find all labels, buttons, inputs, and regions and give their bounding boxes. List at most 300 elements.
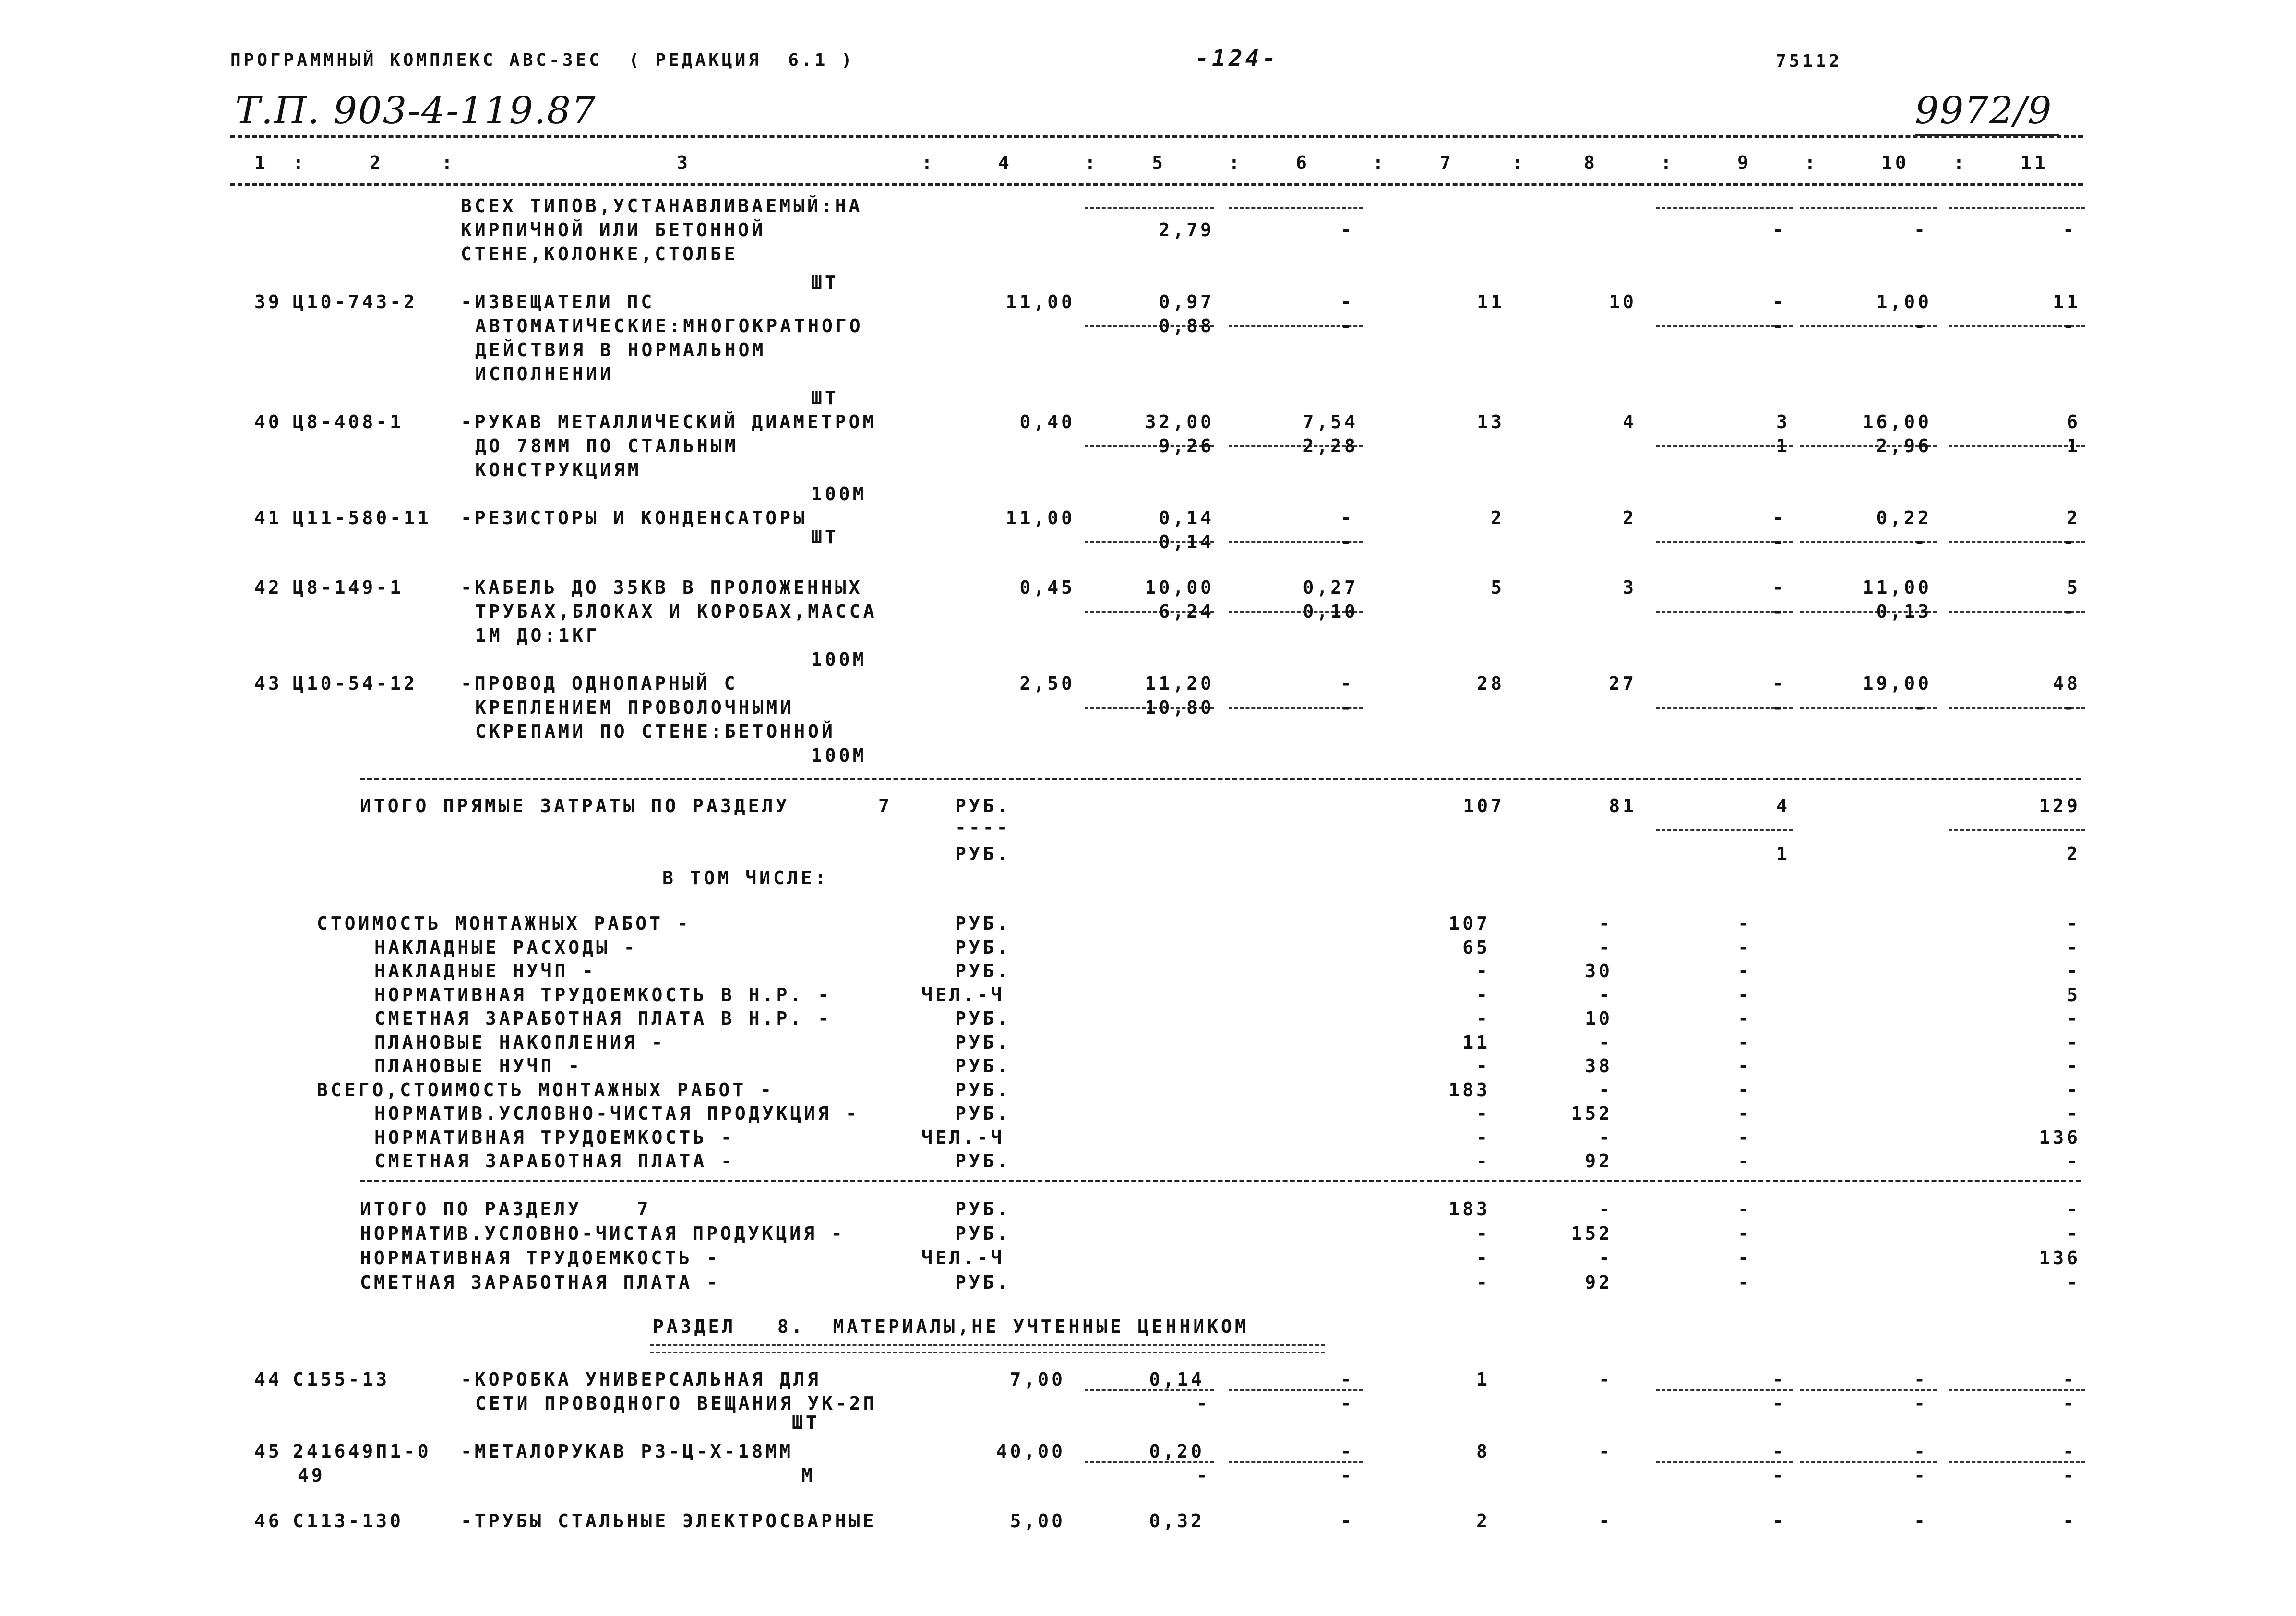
cell-c8: - [1599,1079,1613,1101]
section-title-underline [650,1344,1325,1353]
subtotal-separator [1656,1389,1793,1391]
item-description: ДЕЙСТВИЯ В НОРМАЛЬНОМ [475,339,766,360]
direct-total-unit: РУБ. [955,843,1011,864]
total-row-label: НАКЛАДНЫЕ РАСХОДЫ - [374,936,638,958]
total-row-unit: РУБ. [955,1103,1011,1124]
cell-c11: - [2067,1079,2081,1101]
cell-c10: 11,00 [1862,577,1932,598]
column-number: 5 [1152,152,1166,173]
item-number: 43 [254,673,282,694]
cell-c11: 11 [2053,291,2081,312]
cell-c7: 65 [1462,936,1490,958]
item-description: ДО 78ММ ПО СТАЛЬНЫМ [475,435,739,456]
cell-c4: 5,00 [1010,1510,1065,1532]
cell-c5-lower: 0,88 [1159,315,1214,336]
subtotal-separator [1949,829,2085,831]
dash-mark: - [1772,1393,1786,1414]
dash-mark: - [2063,219,2077,240]
cell-c7: 2 [1476,1510,1490,1532]
cell-c9: - [1738,1198,1752,1220]
dash-mark: - [1772,697,1786,718]
cell-c7: 107 [1463,795,1505,816]
item-description: -МЕТАЛОРУКАВ РЗ-Ц-Х-18ММ [461,1441,794,1462]
item-code: Ц11-580-11 [293,507,431,528]
dash-mark: - [1914,1510,1928,1532]
direct-total-label: ИТОГО ПРЯМЫЕ ЗАТРАТЫ ПО РАЗДЕЛУ [360,795,790,816]
cell-c11: - [2067,936,2081,958]
dash-mark: - [1772,291,1786,312]
column-number: 8 [1584,152,1598,173]
total-row-unit: РУБ. [955,1031,1011,1053]
subtotal-separator [1800,1389,1937,1391]
column-separator: : [1512,152,1526,173]
item-unit: ШТ [811,272,839,293]
item-code: С155-13 [293,1369,390,1390]
item-unit: ШТ [811,527,839,548]
cell-c5: 32,00 [1145,411,1214,432]
dash-mark: - [1196,1465,1210,1486]
cell-c4: 0,45 [1019,577,1075,598]
cell-c11: - [2067,960,2081,982]
cell-c7: 28 [1477,673,1505,694]
column-separator: : [1953,152,1967,173]
section-total-unit: РУБ. [955,1272,1011,1293]
dash-mark: - [1772,673,1786,694]
cell-c5-lower: 0,14 [1159,531,1214,552]
cell-c8: - [1599,1126,1613,1148]
total-row-label: СМЕТНАЯ ЗАРАБОТНАЯ ПЛАТА В Н.Р. - [374,1008,832,1029]
column-separator: : [1661,152,1674,173]
sheet-number: 9972/9 [1915,89,2053,132]
dash-mark: - [2063,531,2077,552]
cell-c7: - [1476,1055,1490,1077]
cell-c9: 4 [1776,795,1790,816]
cell-c11-lower: 1 [2067,435,2081,456]
dash-mark: - [2063,1441,2077,1462]
item-unit: 100М [811,649,867,670]
dash-mark: - [1772,1369,1786,1390]
subtotal-separator [1656,829,1793,831]
dash-mark: - [1599,1369,1613,1390]
cell-c11: 5 [2067,984,2081,1006]
cell-c9: - [1738,984,1752,1006]
cell-c8: - [1599,913,1613,934]
item-description: -КОРОБКА УНИВЕРСАЛЬНАЯ ДЛЯ [461,1369,821,1390]
dash-mark: - [2063,601,2077,622]
cell-c11: 136 [2039,1247,2081,1269]
dash-mark: - [1340,697,1354,718]
cell-c11: - [2067,1031,2081,1053]
subtotal-separator [1085,207,1214,209]
dash-mark: - [2063,315,2077,336]
total-row-label: НОРМАТИВНАЯ ТРУДОЕМКОСТЬ В Н.Р. - [374,984,832,1006]
dash-mark: - [1340,315,1354,336]
total-row-label: НАКЛАДНЫЕ НУЧП - [374,960,597,982]
item-unit: 100М [811,745,867,766]
subtotal-separator [1800,1461,1937,1463]
dash-mark: - [2063,1510,2077,1532]
subtotal-separator [1229,1389,1363,1391]
section-total-unit: РУБ. [955,1223,1011,1244]
section-total-label: НОРМАТИВ.УСЛОВНО-ЧИСТАЯ ПРОДУКЦИЯ - [360,1223,845,1244]
cell-c7: - [1476,1150,1490,1172]
cell-c5: 11,20 [1145,673,1214,694]
item-number: 44 [254,1369,282,1390]
cell-c5-lower: 2,79 [1159,219,1214,240]
column-number: 7 [1440,152,1454,173]
cell-c11: - [2067,1223,2081,1244]
item-description: ВСЕХ ТИПОВ,УСТАНАВЛИВАЕМЫЙ:НА [461,195,863,216]
program-title: ПРОГРАММНЫЙ КОМПЛЕКС АВС-3ЕС ( РЕДАКЦИЯ 6.1 ) [230,50,855,70]
page-number: -124- [1195,45,1279,72]
total-row-label: НОРМАТИВ.УСЛОВНО-ЧИСТАЯ ПРОДУКЦИЯ - [374,1103,860,1124]
column-separator: : [1805,152,1818,173]
item-description: ТРУБАХ,БЛОКАХ И КОРОБАХ,МАССА [475,601,877,622]
total-row-unit: ЧЕЛ.-Ч [921,1126,1005,1148]
dash-mark: - [1772,219,1786,240]
cell-c9-lower: 1 [1776,843,1790,864]
cell-c7: 8 [1476,1441,1490,1462]
cell-c11: 5 [2067,577,2081,598]
section-title: РАЗДЕЛ 8. МАТЕРИАЛЫ,НЕ УЧТЕННЫЕ ЦЕННИКОМ [653,1316,1249,1337]
cell-c7: - [1476,1126,1490,1148]
cell-c9: - [1738,1079,1752,1101]
cell-c11: - [2067,1055,2081,1077]
cell-c8: 92 [1585,1150,1613,1172]
column-separator: : [442,152,455,173]
cell-c11: 48 [2053,673,2081,694]
cell-c9-lower: 1 [1776,435,1790,456]
cell-c4: 0,40 [1019,411,1075,432]
dash-mark: - [1599,1510,1613,1532]
dash-mark: - [1772,601,1786,622]
cell-c11: - [2067,1272,2081,1293]
project-number: Т.П. 903-4-119.87 [235,89,597,132]
item-unit: ШТ [792,1412,820,1433]
column-number: 3 [677,152,691,173]
cell-c7: - [1476,1272,1490,1293]
total-row-unit: РУБ. [955,1079,1011,1101]
dash-mark: - [1914,531,1928,552]
direct-total-unit: РУБ. [955,795,1011,816]
cell-c10-lower: 0,13 [1876,601,1932,622]
unit-separator: ---- [955,817,1011,838]
cell-c9: - [1738,1272,1752,1293]
section-total-label: ИТОГО ПО РАЗДЕЛУ 7 [360,1198,651,1220]
cell-c7: 1 [1476,1369,1490,1390]
subtotal-separator [1656,1461,1793,1463]
cell-c7: - [1476,1247,1490,1269]
subtotal-separator [1949,1389,2085,1391]
dash-mark: - [1599,1441,1613,1462]
section-total-label: НОРМАТИВНАЯ ТРУДОЕМКОСТЬ - [360,1247,720,1269]
cell-c7: 13 [1477,411,1505,432]
column-number: 10 [1881,152,1909,173]
item-number: 40 [254,411,282,432]
section-total-unit: ЧЕЛ.-Ч [921,1247,1005,1269]
cell-c6-lower: 2,28 [1303,435,1358,456]
subtotal-separator [1085,1389,1214,1391]
dash-mark: - [1772,577,1786,598]
item-unit: М [801,1465,815,1486]
cell-c4: 7,00 [1010,1369,1065,1390]
cell-c9: - [1738,1150,1752,1172]
cell-c9: - [1738,936,1752,958]
cell-c6: 7,54 [1303,411,1358,432]
cell-c8: 10 [1609,291,1637,312]
total-row-label: НОРМАТИВНАЯ ТРУДОЕМКОСТЬ - [374,1126,735,1148]
cell-c7: 183 [1448,1079,1490,1101]
column-separator: : [921,152,935,173]
dash-mark: - [1914,315,1928,336]
item-description: КОНСТРУКЦИЯМ [475,459,642,480]
total-row-unit: РУБ. [955,1150,1011,1172]
subtotal-separator [1949,445,2085,447]
dash-mark: - [1340,1465,1354,1486]
cell-c8: - [1599,1198,1613,1220]
cell-c8: 30 [1585,960,1613,982]
column-number: 11 [2021,152,2048,173]
header-rule-top [230,135,2083,138]
cell-c9: - [1738,1055,1752,1077]
dash-mark: - [1914,1465,1928,1486]
cell-c7: - [1476,1103,1490,1124]
dash-mark: - [2063,697,2077,718]
cell-c8: 4 [1623,411,1637,432]
item-description: КИРПИЧНОЙ ИЛИ БЕТОННОЙ [461,219,766,240]
cell-c7: 5 [1491,577,1505,598]
dash-mark: - [1914,219,1928,240]
subtotal-separator [1229,207,1363,209]
cell-c5-lower: 9,26 [1159,435,1214,456]
cell-c8: 27 [1609,673,1637,694]
cell-c8: 2 [1623,507,1637,528]
cell-c4: 11,00 [1005,291,1075,312]
item-description: -РУКАВ МЕТАЛЛИЧЕСКИЙ ДИАМЕТРОМ [461,411,877,432]
cell-c5: 0,14 [1159,507,1214,528]
cell-c5: 0,20 [1149,1441,1205,1462]
total-row-unit: РУБ. [955,1055,1011,1077]
cell-c7: - [1476,960,1490,982]
cell-c8: 81 [1609,795,1637,816]
dash-mark: - [1340,219,1354,240]
subtotal-separator [1949,207,2085,209]
section-total-rule [360,1180,2081,1182]
subtotal-separator [1656,445,1793,447]
column-separator: : [1229,152,1243,173]
cell-c10: 19,00 [1862,673,1932,694]
dash-mark: - [1340,1510,1354,1532]
column-separator: : [1085,152,1099,173]
cell-c9: - [1738,1008,1752,1029]
item-description: КРЕПЛЕНИЕМ ПРОВОЛОЧНЫМИ [475,697,794,718]
column-number: 4 [998,152,1012,173]
total-row-unit: РУБ. [955,1008,1011,1029]
item-code: Ц8-149-1 [293,577,404,598]
cell-c10: 0,22 [1876,507,1932,528]
item-description: -ИЗВЕЩАТЕЛИ ПС [461,291,655,312]
column-number: 9 [1737,152,1751,173]
cell-c9: - [1738,1247,1752,1269]
cell-c4: 11,00 [1005,507,1075,528]
item-code: Ц10-743-2 [293,291,418,312]
cell-c10: 16,00 [1862,411,1932,432]
cell-c7: 2 [1491,507,1505,528]
total-row-unit: РУБ. [955,960,1011,982]
dash-mark: - [1196,1393,1210,1414]
cell-c11: 136 [2039,1126,2081,1148]
cell-c11: - [2067,1150,2081,1172]
column-separator: : [293,152,307,173]
direct-total-section: 7 [878,795,892,816]
item-code: 241649П1-0 [293,1441,431,1462]
cell-c9: 3 [1776,411,1790,432]
subtotal-separator [1656,207,1793,209]
cell-c5: 0,97 [1159,291,1214,312]
item-description: СЕТИ ПРОВОДНОГО ВЕЩАНИЯ УК-2П [475,1393,877,1414]
total-row-label: ПЛАНОВЫЕ НАКОПЛЕНИЯ - [374,1031,666,1053]
dash-mark: - [1914,1393,1928,1414]
section-total-unit: РУБ. [955,1198,1011,1220]
cell-c7: - [1476,1223,1490,1244]
dash-mark: - [1340,507,1354,528]
dash-mark: - [1340,673,1354,694]
subtotal-separator [1800,207,1937,209]
dash-mark: - [1914,697,1928,718]
item-unit: 100М [811,483,867,504]
cell-c10: 1,00 [1876,291,1932,312]
cell-c11: - [2067,913,2081,934]
cell-c5: 0,14 [1149,1369,1205,1390]
cell-c11: 6 [2067,411,2081,432]
cell-c9: - [1738,1223,1752,1244]
cell-c7: 11 [1462,1031,1490,1053]
dash-mark: - [2063,1465,2077,1486]
subtotal-separator [1229,1461,1363,1463]
cell-c11: - [2067,1198,2081,1220]
cell-c9: - [1738,1126,1752,1148]
column-number: 2 [370,152,383,173]
cell-c11: 129 [2039,795,2081,816]
dash-mark: - [1340,531,1354,552]
cell-c7: - [1476,1008,1490,1029]
item-code: С113-130 [293,1510,404,1532]
cell-c8: 3 [1623,577,1637,598]
cell-c6: 0,27 [1303,577,1358,598]
cell-c7: 183 [1448,1198,1490,1220]
document-code: 75112 [1776,51,1842,71]
dash-mark: - [1340,1441,1354,1462]
column-number: 6 [1296,152,1310,173]
item-description: -ПРОВОД ОДНОПАРНЫЙ С [461,673,738,694]
item-unit: ШТ [811,387,839,408]
column-separator: : [1373,152,1387,173]
item-number: 41 [254,507,282,528]
including-label: В ТОМ ЧИСЛЕ: [662,867,829,888]
subtotal-separator [1085,1461,1214,1463]
item-description: АВТОМАТИЧЕСКИЕ:МНОГОКРАТНОГО [475,315,863,336]
cell-c4: 2,50 [1019,673,1075,694]
cell-c8: 152 [1571,1103,1613,1124]
section-total-label: СМЕТНАЯ ЗАРАБОТНАЯ ПЛАТА - [360,1272,720,1293]
total-row-unit: ЧЕЛ.-Ч [921,984,1005,1006]
cell-c4: 40,00 [996,1441,1065,1462]
cell-c9: - [1738,960,1752,982]
total-row-label: СМЕТНАЯ ЗАРАБОТНАЯ ПЛАТА - [374,1150,735,1172]
cell-c8: - [1599,1031,1613,1053]
cell-c7: 107 [1448,913,1490,934]
column-number: 1 [254,152,268,173]
dash-mark: - [2063,1369,2077,1390]
cell-c11: - [2067,1103,2081,1124]
cell-c8: 38 [1585,1055,1613,1077]
dash-mark: - [1914,1369,1928,1390]
dash-mark: - [1772,315,1786,336]
totals-rule [360,778,2081,780]
cell-c9: - [1738,913,1752,934]
dash-mark: - [1772,1510,1786,1532]
item-code: 49 [298,1465,325,1486]
dash-mark: - [1772,1441,1786,1462]
cell-c7: - [1476,984,1490,1006]
cell-c7: 11 [1477,291,1505,312]
item-number: 46 [254,1510,282,1532]
item-description: СКРЕПАМИ ПО СТЕНЕ:БЕТОННОЙ [475,721,836,742]
cell-c5: 0,32 [1149,1510,1205,1532]
item-code: Ц8-408-1 [293,411,404,432]
cell-c11: - [2067,1008,2081,1029]
cell-c8: - [1599,984,1613,1006]
dash-mark: - [1772,1465,1786,1486]
cell-c9: - [1738,1031,1752,1053]
subtotal-separator [1949,1461,2085,1463]
item-description: ИСПОЛНЕНИИ [475,363,614,384]
dash-mark: - [1914,1441,1928,1462]
total-row-unit: РУБ. [955,913,1011,934]
dash-mark: - [1340,291,1354,312]
item-description: -КАБЕЛЬ ДО 35КВ В ПРОЛОЖЕННЫХ [461,577,863,598]
item-description: -РЕЗИСТОРЫ И КОНДЕНСАТОРЫ [461,507,807,528]
item-number: 39 [254,291,282,312]
item-description: СТЕНЕ,КОЛОНКЕ,СТОЛБЕ [461,243,738,264]
item-code: Ц10-54-12 [293,673,418,694]
cell-c8: - [1599,1247,1613,1269]
item-description: 1М ДО:1КГ [475,625,600,646]
total-row-unit: РУБ. [955,936,1011,958]
cell-c11: 2 [2067,507,2081,528]
dash-mark: - [1772,531,1786,552]
cell-c10-lower: 2,96 [1876,435,1932,456]
cell-c6-lower: 0,10 [1303,601,1358,622]
dash-mark: - [1340,1393,1354,1414]
cell-c11-lower: 2 [2067,843,2081,864]
cell-c5-lower: 6,24 [1159,601,1214,622]
cell-c5: 10,00 [1145,577,1214,598]
total-row-label: СТОИМОСТЬ МОНТАЖНЫХ РАБОТ - [317,913,691,934]
item-number: 42 [254,577,282,598]
header-rule-bottom [230,183,2083,186]
dash-mark: - [2063,1393,2077,1414]
item-number: 45 [254,1441,282,1462]
cell-c9: - [1738,1103,1752,1124]
cell-c8: 152 [1571,1223,1613,1244]
cell-c8: - [1599,936,1613,958]
cell-c8: 10 [1585,1008,1613,1029]
dash-mark: - [1340,1369,1354,1390]
cell-c8: 92 [1585,1272,1613,1293]
cell-c5-lower: 10,80 [1145,697,1214,718]
total-row-label: ПЛАНОВЫЕ НУЧП - [374,1055,583,1077]
